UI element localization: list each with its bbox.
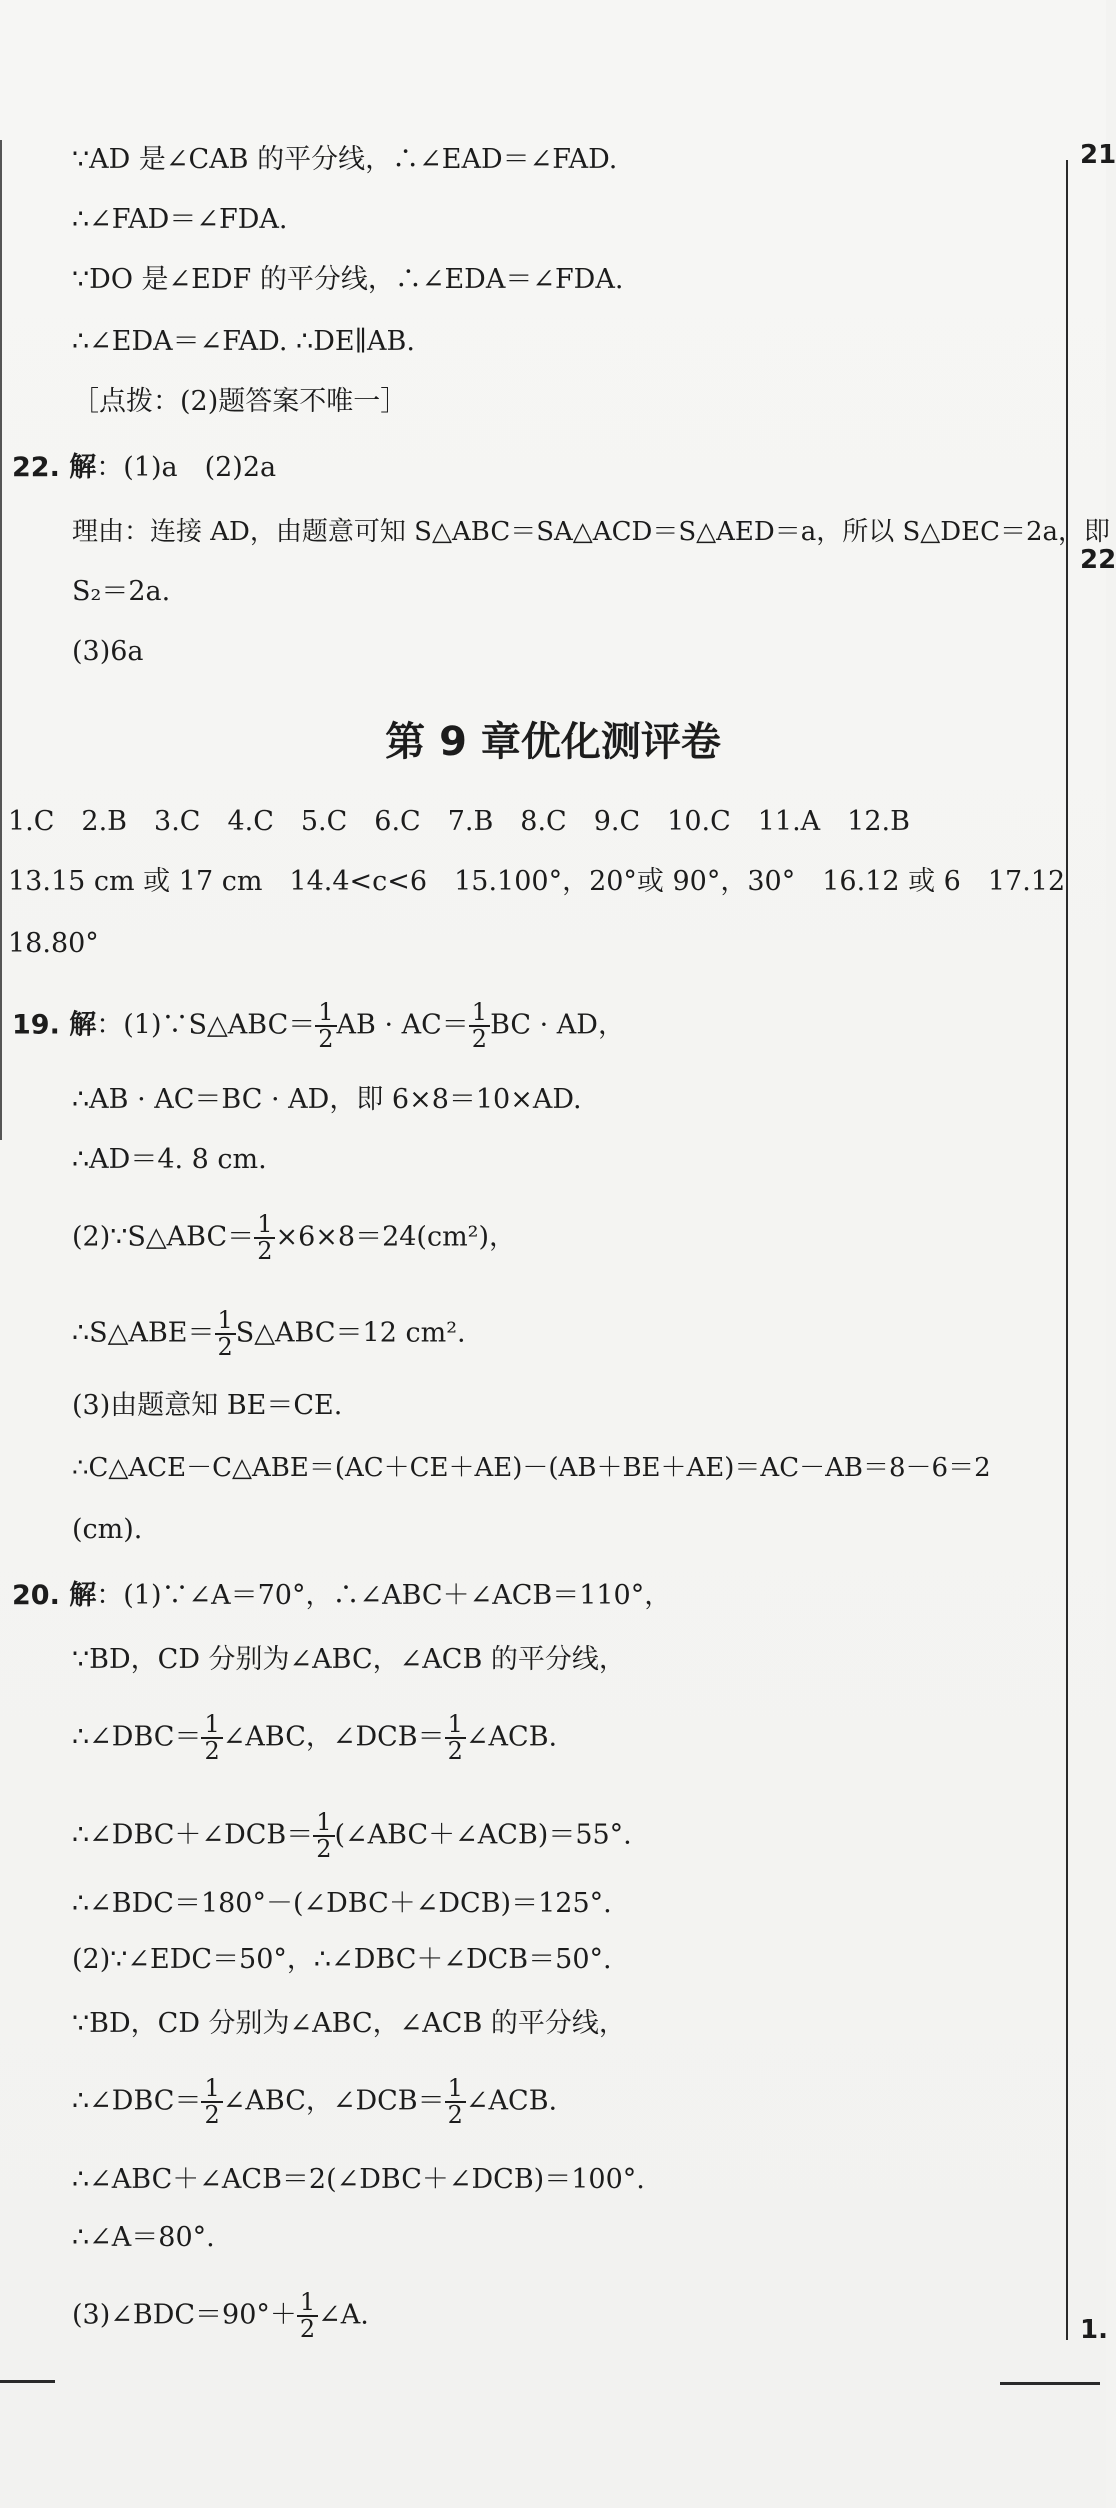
question-number: 22. 解	[12, 452, 97, 483]
reason-line: 理由：连接 AD，由题意可知 S△ABC＝SA△ACD＝S△AED＝a，所以 S△DEC＝2a，即	[72, 517, 1111, 547]
side-number-21: 21	[1080, 140, 1116, 170]
answer-row-3: 18.80°	[8, 928, 99, 959]
proof-line: ∴∠A＝80°.	[72, 2222, 215, 2253]
answer-row-1: 1.C 2.B 3.C 4.C 5.C 6.C 7.B 8.C 9.C 10.C 11.A 12.B	[8, 806, 910, 837]
proof-line: ∴S△ABE＝ $\frac{1}{2}$ S△ABC＝12 cm².	[72, 1306, 466, 1362]
bottom-right-mark	[1000, 2382, 1100, 2385]
fraction: $\frac{1}{2}$	[215, 1308, 236, 1360]
proof-line: ∵AD 是∠CAB 的平分线，∴∠EAD＝∠FAD.	[72, 144, 618, 175]
proof-line: ∴∠FAD＝∠FDA.	[72, 204, 288, 235]
chapter-title: 第 9 章优化测评卷	[385, 719, 721, 765]
hint-line: ［点拨：(2)题答案不唯一］	[72, 386, 408, 417]
fraction: $\frac{1}{2}$	[201, 1712, 222, 1764]
proof-line: ∴∠DBC＝ $\frac{1}{2}$ ∠ABC，∠DCB＝ $\frac{1}{2}$ ∠ACB.	[72, 1710, 558, 1766]
fraction: $\frac{1}{2}$	[445, 2076, 466, 2128]
proof-line: ∴AB · AC＝BC · AD，即 6×8＝10×AD.	[72, 1084, 582, 1115]
proof-line: ∴∠ABC＋∠ACB＝2(∠DBC＋∠DCB)＝100°.	[72, 2164, 645, 2195]
side-number-1: 1.	[1080, 2315, 1108, 2345]
formula-text: BC · AD，	[490, 1009, 625, 1041]
fraction: $\frac{1}{2}$	[315, 1000, 336, 1052]
proof-line: ∴∠EDA＝∠FAD. ∴DE∥AB.	[72, 326, 415, 357]
question-20	[0, 1576, 1106, 1616]
answer-row-2: 13.15 cm 或 17 cm 14.4<c<6 15.100°，20°或 90°，30° 16.12 或 6 17.12	[8, 866, 1066, 897]
proof-line: ∵DO 是∠EDF 的平分线，∴∠EDA＝∠FDA.	[72, 264, 624, 295]
fraction: $\frac{1}{2}$	[254, 1212, 275, 1264]
proof-line: ∴C△ACE－C△ABE＝(AC＋CE＋AE)－(AB＋BE＋AE)＝AC－AB＝8－6＝2	[72, 1453, 991, 1483]
proof-line: ∴∠DBC＋∠DCB＝ $\frac{1}{2}$ (∠ABC＋∠ACB)＝55°.	[72, 1808, 632, 1864]
fraction: $\frac{1}{2}$	[313, 1810, 334, 1862]
fraction: $\frac{1}{2}$	[297, 2290, 318, 2342]
bottom-left-mark	[0, 2380, 55, 2383]
side-number-22: 22	[1080, 545, 1116, 575]
answer-text: ：(1)a (2)2a	[96, 452, 277, 483]
formula-text: ：(1)∵∠A＝70°，∴∠ABC＋∠ACB＝110°，	[96, 1580, 672, 1611]
fraction: $\frac{1}{2}$	[201, 2076, 222, 2128]
question-19	[0, 1000, 1106, 1052]
proof-line: (3)∠BDC＝90°＋ $\frac{1}{2}$ ∠A.	[72, 2288, 369, 2344]
proof-line: (cm).	[72, 1514, 143, 1545]
proof-line: (3)由题意知 BE＝CE.	[72, 1390, 343, 1421]
proof-line: ∵BD，CD 分别为∠ABC，∠ACB 的平分线，	[72, 2008, 626, 2039]
fraction: $\frac{1}{2}$	[469, 1000, 490, 1052]
question-22	[0, 448, 1106, 488]
proof-line: ∴∠DBC＝ $\frac{1}{2}$ ∠ABC，∠DCB＝ $\frac{1}{2}$ ∠ACB.	[72, 2074, 558, 2130]
formula-text: ：(1)∵S△ABC＝	[96, 1009, 316, 1041]
proof-line: (2)∵S△ABC＝ $\frac{1}{2}$ ×6×8＝24(cm²)，	[72, 1210, 517, 1266]
answer-line: (3)6a	[72, 636, 144, 667]
proof-line: (2)∵∠EDC＝50°，∴∠DBC＋∠DCB＝50°.	[72, 1944, 612, 1975]
reason-line: S₂＝2a.	[72, 576, 171, 607]
question-number: 19. 解	[12, 1009, 97, 1041]
fraction: $\frac{1}{2}$	[445, 1712, 466, 1764]
formula-text: AB · AC＝	[336, 1009, 469, 1041]
proof-line: ∴AD＝4. 8 cm.	[72, 1144, 267, 1175]
question-number: 20. 解	[12, 1580, 97, 1611]
proof-line: ∴∠BDC＝180°－(∠DBC＋∠DCB)＝125°.	[72, 1888, 612, 1919]
proof-line: ∵BD，CD 分别为∠ABC，∠ACB 的平分线，	[72, 1644, 626, 1675]
